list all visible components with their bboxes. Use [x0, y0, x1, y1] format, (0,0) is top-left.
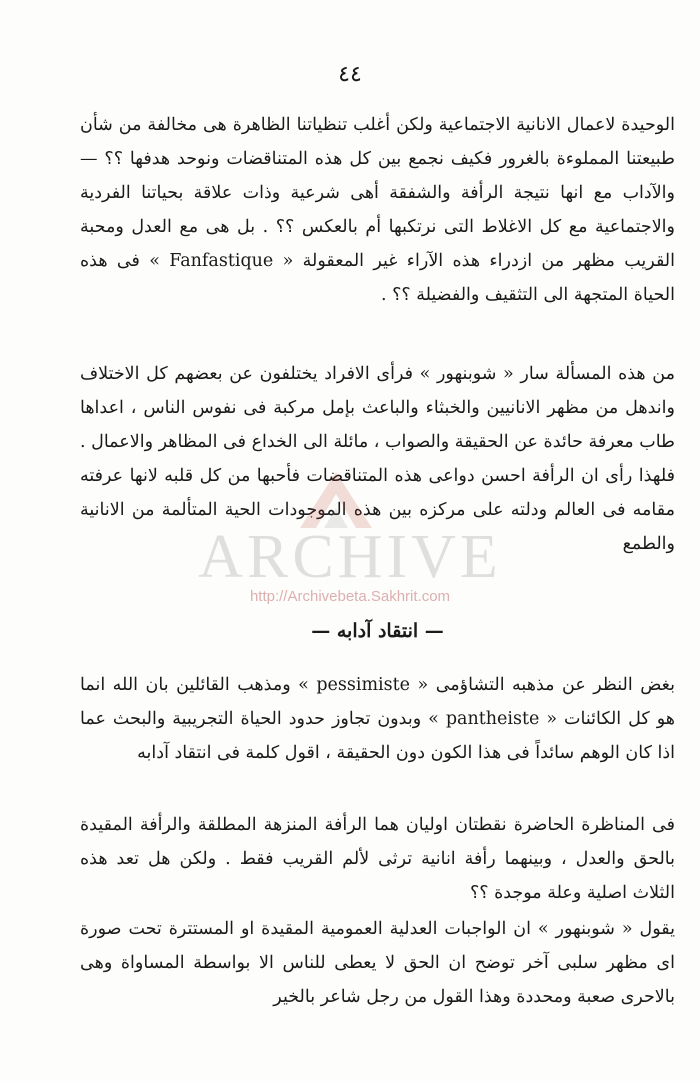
- section-heading: — انتقاد آدابه —: [311, 620, 444, 642]
- paragraph-2: من هذه المسألة سار « شوبنهور » فرأى الافراد يختلفون عن بعضهم كل الاختلاف واندهل من مظهر الانانيين والخبثاء والباعث بإمل مركبة فى نفوس الناس ، اعداها طاب معرفة حائدة عن الحقيقة والصواب ، مائلة الى الخداع فى المظاهر والاعمال . فلهذا رأى ان الرأفة احسن دواعى هذه المتناقضات فأحبها من كل قلبه لانها عرفته مقامه فى العالم ودلته على مركزه بين هذه الموجودات الحية المتألمة من الانانية والطمع: [80, 364, 675, 554]
- paragraph-4: فى المناظرة الحاضرة نقطتان اوليان هما الرأفة المنزهة المطلقة والرأفة المقيدة بالحق والعدل ، وبينهما رأفة انانية ترثى لألم القريب فقط . ولكن هل تعد هذه الثلاث اصلية وعلة موجدة ؟؟: [80, 815, 675, 903]
- paragraph-3: بغض النظر عن مذهبه التشاؤمى « pessimiste » ومذهب القائلين بان الله انما هو كل الكائنات « pantheiste » وبدون تجاوز حدود الحياة التجريبية والبحث عما اذا كان الوهم سائداً فى هذا الكون دون الحقيقة ، اقول كلمة فى انتقاد آدابه: [80, 675, 675, 763]
- page-number: ٤٤: [338, 62, 362, 87]
- watermark-text: ARCHIVE: [198, 523, 502, 591]
- paragraph-5: يقول « شوبنهور » ان الواجبات العدلية العمومية المقيدة او المستترة تحت صورة اى مظهر سلبى آخر توضح ان الحق لا يعطى للناس الا بواسطة المساواة وهى بالاحرى صعبة ومحددة وهذا القول من رجل شاعر بالخير: [80, 919, 675, 1007]
- archive-logo-icon: [294, 470, 378, 530]
- watermark-url: http://Archivebeta.Sakhrit.com: [249, 588, 451, 605]
- paragraph-1: الوحيدة لاعمال الانانية الاجتماعية ولكن أغلب تنظياتنا الظاهرة هى مخالفة من شأن طبيعتنا المملوءة بالغرور فكيف نجمع بين كل هذه المتناقضات ونوحد هدفها ؟؟ — والآداب مع انها نتيجة الرأفة والشفقة أهى شرعية وذات علاقة بحياتنا الفردية والاجتماعية مع كل الاغلاط التى نرتكبها أم بالعكس ؟؟ . بل هى مع العدل ومحبة القريب مظهر من ازدراء هذه الآراء غير المعقولة « Fanfastique » فى هذه الحياة المتجهة الى التثقيف والفضيلة ؟؟ .: [80, 115, 675, 305]
